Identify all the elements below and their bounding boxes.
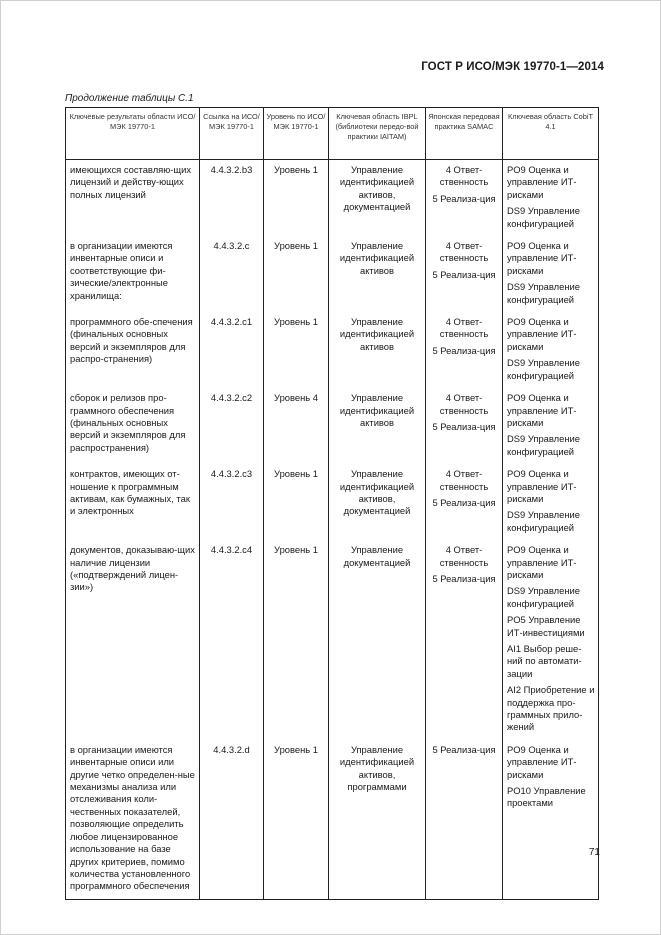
cell-samac: [426, 464, 503, 540]
cobit-item: PO9 Оценка и управление ИТ-рисками: [507, 743, 577, 780]
cell-reference: 4.4.3.2.d: [200, 740, 264, 899]
samac-item: 5 Реализа-ция: [432, 743, 496, 755]
cell-samac: [426, 740, 503, 899]
cell-result: в организации имеются инвентарные описи или другие четко определен-ные механизмы анализа или отслеживания коли-чественных показателей, позволяющие определить любое лицензированное использование на базе других критериев, помимо количества установленного программного обеспечения: [66, 740, 200, 899]
cell-samac: [426, 540, 503, 740]
cobit-item: PO9 Оценка и управление ИТ-рисками: [507, 240, 577, 276]
table-row: [66, 236, 599, 312]
cell-samac: [426, 236, 503, 312]
column-header-reference: Ссылка на ИСО/ МЭК 19770-1: [200, 108, 264, 160]
samac-item: 4 Ответ-ственность: [439, 392, 489, 416]
table-header-row: [66, 108, 599, 160]
cobit-item: PO5 Управление ИТ-инвестициями: [507, 614, 585, 638]
cell-result: контрактов, имеющих от-ношение к программным активам, как бумажных, так и электронных: [66, 464, 200, 540]
samac-item: 5 Реализа-ция: [432, 268, 496, 280]
cell-reference: 4.4.3.2.b3: [200, 160, 264, 237]
column-header-ibpl: Ключевая область IBPL (библиотеки передо-вой практики IAITAM): [329, 108, 426, 160]
samac-item: 5 Реализа-ция: [432, 344, 496, 356]
cobit-item: DS9 Управление конфигурацией: [507, 585, 580, 609]
cell-ibpl: Управление идентификацией активов: [329, 388, 426, 464]
cell-result: в организации имеются инвентарные описи и соответствующие фи-зические/электронные хранилища:: [66, 236, 200, 312]
column-header-samac: Японская передовая практика SAMAC: [426, 108, 503, 160]
cell-cobit: [503, 236, 599, 312]
cell-level: Уровень 1: [264, 464, 329, 540]
table-row: [66, 540, 599, 740]
cell-result: имеющихся составляю-щих лицензий и действу-ющих полных лицензий: [66, 160, 200, 237]
cell-ibpl: Управление идентификацией активов, программами: [329, 740, 426, 899]
samac-item: 5 Реализа-ция: [432, 572, 496, 584]
cell-result: документов, доказываю-щих наличие лицензии («подтверждений лицен-зии»): [66, 540, 200, 740]
cobit-item: PO9 Оценка и управление ИТ-рисками: [507, 544, 577, 580]
cell-ibpl: Управление идентификацией активов: [329, 312, 426, 388]
cell-ibpl: Управление идентификацией активов: [329, 236, 426, 312]
cell-ibpl: Управление идентификацией активов, документацией: [329, 160, 426, 237]
cobit-item: PO10 Управление проектами: [507, 785, 586, 809]
cell-cobit: [503, 740, 599, 899]
cell-samac: [426, 160, 503, 237]
samac-item: 5 Реализа-ция: [432, 192, 496, 204]
samac-item: 5 Реализа-ция: [432, 420, 496, 432]
table-row: [66, 740, 599, 899]
cell-result: программного обе-спечения (финальных основных версий и экземпляров для распро-странения): [66, 312, 200, 388]
column-header-level: Уровень по ИСО/ МЭК 19770-1: [264, 108, 329, 160]
cell-reference: 4.4.3.2.c3: [200, 464, 264, 540]
cobit-item: PO9 Оценка и управление ИТ-рисками: [507, 392, 577, 428]
page-number: 71: [588, 847, 600, 858]
mapping-table: [65, 107, 599, 900]
samac-item: 4 Ответ-ственность: [439, 544, 489, 568]
cell-reference: 4.4.3.2.c2: [200, 388, 264, 464]
cell-reference: 4.4.3.2.c: [200, 236, 264, 312]
column-header-cobit: Ключевая область CobiT 4.1: [503, 108, 599, 160]
cell-samac: [426, 388, 503, 464]
samac-item: 4 Ответ-ственность: [439, 240, 489, 264]
cell-cobit: [503, 312, 599, 388]
cell-samac: [426, 312, 503, 388]
cobit-item: DS9 Управление конфигурацией: [507, 281, 580, 305]
cell-level: Уровень 4: [264, 388, 329, 464]
cobit-item: AI1 Выбор реше-ний по автомати-зации: [507, 643, 582, 679]
cell-level: Уровень 1: [264, 312, 329, 388]
table-row: [66, 160, 599, 237]
cobit-item: PO9 Оценка и управление ИТ-рисками: [507, 468, 577, 504]
cobit-item: DS9 Управление конфигурацией: [507, 205, 580, 229]
column-header-results: Ключевые результаты области ИСО/МЭК 19770-1: [66, 108, 200, 160]
cell-level: Уровень 1: [264, 740, 329, 899]
samac-item: 4 Ответ-ственность: [439, 468, 489, 492]
table-row: [66, 464, 599, 540]
cell-cobit: [503, 388, 599, 464]
cobit-item: DS9 Управление конфигурацией: [507, 433, 580, 457]
cell-level: Уровень 1: [264, 540, 329, 740]
cell-reference: 4.4.3.2.c4: [200, 540, 264, 740]
cell-cobit: [503, 160, 599, 237]
cobit-item: DS9 Управление конфигурацией: [507, 357, 580, 381]
cell-cobit: [503, 464, 599, 540]
samac-item: 4 Ответ-ственность: [439, 164, 489, 188]
cobit-item: DS9 Управление конфигурацией: [507, 509, 580, 533]
cell-result: сборок и релизов про-граммного обеспечения (финальных основных версий и экземпляров для распространения): [66, 388, 200, 464]
table-row: [66, 312, 599, 388]
samac-item: 5 Реализа-ция: [432, 496, 496, 508]
standard-header: ГОСТ Р ИСО/МЭК 19770-1—2014: [421, 61, 604, 73]
cell-ibpl: Управление идентификацией активов, документацией: [329, 464, 426, 540]
cell-level: Уровень 1: [264, 160, 329, 237]
table-caption: Продолжение таблицы С.1: [65, 93, 194, 104]
cell-cobit: [503, 540, 599, 740]
cobit-item: AI2 Приобретение и поддержка про-граммных прило-жений: [507, 684, 595, 733]
samac-item: 4 Ответ-ственность: [439, 316, 489, 340]
cell-reference: 4.4.3.2.c1: [200, 312, 264, 388]
cobit-item: PO9 Оценка и управление ИТ-рисками: [507, 164, 577, 200]
table-row: [66, 388, 599, 464]
cobit-item: PO9 Оценка и управление ИТ-рисками: [507, 316, 577, 352]
cell-level: Уровень 1: [264, 236, 329, 312]
cell-ibpl: Управление документацией: [329, 540, 426, 740]
